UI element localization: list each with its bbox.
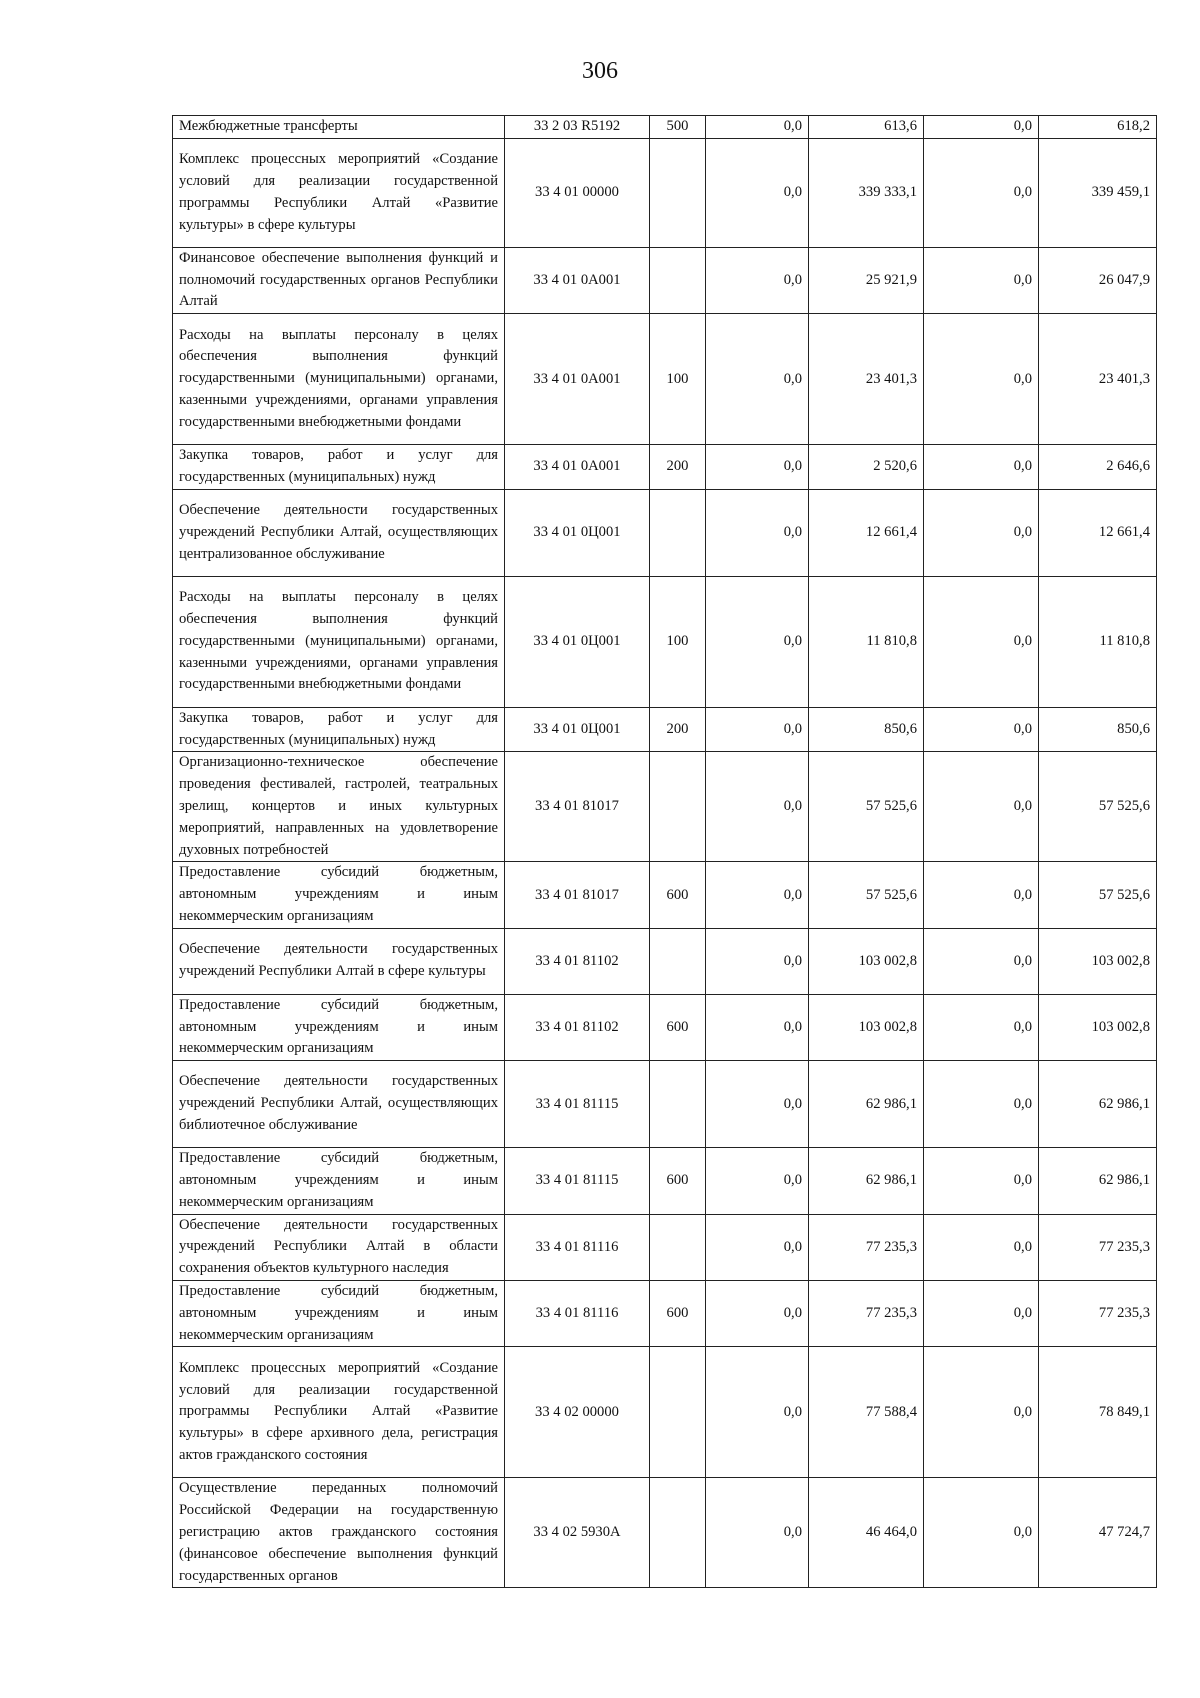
row-name-cell: Межбюджетные трансферты bbox=[173, 116, 505, 139]
row-name-cell: Расходы на выплаты персоналу в целях обеспечения выполнения функций государственными (муниципальными) органами, казенными учреждениями, органами управления государственными внебюджетными фондами bbox=[173, 576, 505, 707]
row-amount-1-cell: 0,0 bbox=[706, 1347, 809, 1478]
table-row bbox=[173, 1280, 1157, 1346]
row-code-cell: 33 4 01 0А001 bbox=[505, 445, 650, 490]
row-expense-type-cell bbox=[650, 1214, 706, 1280]
row-expense-type-cell bbox=[650, 138, 706, 247]
row-amount-4-cell: 57 525,6 bbox=[1039, 752, 1157, 862]
table-row bbox=[173, 752, 1157, 862]
row-amount-3-cell: 0,0 bbox=[924, 445, 1039, 490]
row-amount-2-cell: 2 520,6 bbox=[809, 445, 924, 490]
row-amount-3-cell: 0,0 bbox=[924, 707, 1039, 752]
row-expense-type-cell: 600 bbox=[650, 862, 706, 928]
row-amount-2-cell: 77 588,4 bbox=[809, 1347, 924, 1478]
row-expense-type-cell bbox=[650, 489, 706, 576]
row-amount-1-cell: 0,0 bbox=[706, 707, 809, 752]
row-name-cell: Финансовое обеспечение выполнения функций и полномочий государственных органов Республики Алтай bbox=[173, 247, 505, 313]
row-amount-3-cell: 0,0 bbox=[924, 1214, 1039, 1280]
row-amount-1-cell: 0,0 bbox=[706, 1214, 809, 1280]
row-expense-type-cell bbox=[650, 1061, 706, 1148]
row-code-cell: 33 4 01 0Ц001 bbox=[505, 576, 650, 707]
row-amount-1-cell: 0,0 bbox=[706, 862, 809, 928]
row-code-cell: 33 4 01 81116 bbox=[505, 1280, 650, 1346]
row-code-cell: 33 4 01 81115 bbox=[505, 1061, 650, 1148]
row-amount-1-cell: 0,0 bbox=[706, 1280, 809, 1346]
row-expense-type-cell: 200 bbox=[650, 445, 706, 490]
row-amount-3-cell: 0,0 bbox=[924, 489, 1039, 576]
row-amount-4-cell: 26 047,9 bbox=[1039, 247, 1157, 313]
budget-table bbox=[172, 115, 1157, 1588]
row-name-cell: Предоставление субсидий бюджетным, автономным учреждениям и иным некоммерческим организациям bbox=[173, 1148, 505, 1214]
row-amount-4-cell: 23 401,3 bbox=[1039, 314, 1157, 445]
row-expense-type-cell: 600 bbox=[650, 1148, 706, 1214]
row-amount-4-cell: 618,2 bbox=[1039, 116, 1157, 139]
row-amount-2-cell: 62 986,1 bbox=[809, 1061, 924, 1148]
row-code-cell: 33 4 01 0Ц001 bbox=[505, 489, 650, 576]
row-amount-2-cell: 57 525,6 bbox=[809, 752, 924, 862]
row-expense-type-cell: 600 bbox=[650, 1280, 706, 1346]
row-amount-3-cell: 0,0 bbox=[924, 314, 1039, 445]
row-amount-2-cell: 62 986,1 bbox=[809, 1148, 924, 1214]
row-amount-2-cell: 339 333,1 bbox=[809, 138, 924, 247]
row-code-cell: 33 4 01 81102 bbox=[505, 928, 650, 994]
row-amount-2-cell: 850,6 bbox=[809, 707, 924, 752]
row-name-cell: Предоставление субсидий бюджетным, автономным учреждениям и иным некоммерческим организациям bbox=[173, 994, 505, 1060]
row-expense-type-cell: 100 bbox=[650, 314, 706, 445]
row-amount-4-cell: 77 235,3 bbox=[1039, 1214, 1157, 1280]
row-amount-1-cell: 0,0 bbox=[706, 994, 809, 1060]
row-name-cell: Обеспечение деятельности государственных учреждений Республики Алтай в сфере культуры bbox=[173, 928, 505, 994]
row-name-cell: Обеспечение деятельности государственных учреждений Республики Алтай, осуществляющих централизованное обслуживание bbox=[173, 489, 505, 576]
row-amount-2-cell: 23 401,3 bbox=[809, 314, 924, 445]
table-row bbox=[173, 707, 1157, 752]
row-code-cell: 33 4 01 0Ц001 bbox=[505, 707, 650, 752]
row-amount-1-cell: 0,0 bbox=[706, 445, 809, 490]
row-amount-3-cell: 0,0 bbox=[924, 576, 1039, 707]
row-amount-3-cell: 0,0 bbox=[924, 862, 1039, 928]
row-amount-4-cell: 850,6 bbox=[1039, 707, 1157, 752]
table-row bbox=[173, 138, 1157, 247]
row-amount-3-cell: 0,0 bbox=[924, 116, 1039, 139]
row-amount-1-cell: 0,0 bbox=[706, 1478, 809, 1588]
row-amount-2-cell: 77 235,3 bbox=[809, 1214, 924, 1280]
table-row bbox=[173, 247, 1157, 313]
row-amount-2-cell: 25 921,9 bbox=[809, 247, 924, 313]
row-expense-type-cell: 500 bbox=[650, 116, 706, 139]
row-amount-3-cell: 0,0 bbox=[924, 994, 1039, 1060]
row-amount-4-cell: 77 235,3 bbox=[1039, 1280, 1157, 1346]
row-code-cell: 33 4 01 0А001 bbox=[505, 314, 650, 445]
row-code-cell: 33 4 01 81115 bbox=[505, 1148, 650, 1214]
row-name-cell: Расходы на выплаты персоналу в целях обеспечения выполнения функций государственными (муниципальными) органами, казенными учреждениями, органами управления государственными внебюджетными фондами bbox=[173, 314, 505, 445]
row-expense-type-cell: 100 bbox=[650, 576, 706, 707]
table-row bbox=[173, 1148, 1157, 1214]
row-amount-3-cell: 0,0 bbox=[924, 1280, 1039, 1346]
row-expense-type-cell bbox=[650, 1478, 706, 1588]
table-row bbox=[173, 1061, 1157, 1148]
row-amount-2-cell: 11 810,8 bbox=[809, 576, 924, 707]
table-row bbox=[173, 994, 1157, 1060]
row-amount-1-cell: 0,0 bbox=[706, 576, 809, 707]
row-code-cell: 33 2 03 R5192 bbox=[505, 116, 650, 139]
row-amount-4-cell: 2 646,6 bbox=[1039, 445, 1157, 490]
row-amount-1-cell: 0,0 bbox=[706, 1148, 809, 1214]
row-expense-type-cell bbox=[650, 928, 706, 994]
table-row bbox=[173, 489, 1157, 576]
row-amount-3-cell: 0,0 bbox=[924, 1148, 1039, 1214]
row-amount-2-cell: 103 002,8 bbox=[809, 928, 924, 994]
row-amount-4-cell: 12 661,4 bbox=[1039, 489, 1157, 576]
row-amount-3-cell: 0,0 bbox=[924, 1478, 1039, 1588]
row-amount-1-cell: 0,0 bbox=[706, 1061, 809, 1148]
row-amount-1-cell: 0,0 bbox=[706, 489, 809, 576]
row-code-cell: 33 4 01 81017 bbox=[505, 752, 650, 862]
row-name-cell: Организационно-техническое обеспечение проведения фестивалей, гастролей, театральных зрелищ, концертов и иных культурных мероприятий, направленных на удовлетворение духовных потребностей bbox=[173, 752, 505, 862]
row-amount-4-cell: 62 986,1 bbox=[1039, 1148, 1157, 1214]
row-amount-4-cell: 103 002,8 bbox=[1039, 994, 1157, 1060]
row-amount-3-cell: 0,0 bbox=[924, 247, 1039, 313]
row-code-cell: 33 4 01 81102 bbox=[505, 994, 650, 1060]
row-name-cell: Предоставление субсидий бюджетным, автономным учреждениям и иным некоммерческим организациям bbox=[173, 1280, 505, 1346]
table-row bbox=[173, 314, 1157, 445]
row-name-cell: Обеспечение деятельности государственных учреждений Республики Алтай, осуществляющих библиотечное обслуживание bbox=[173, 1061, 505, 1148]
row-expense-type-cell: 200 bbox=[650, 707, 706, 752]
row-expense-type-cell: 600 bbox=[650, 994, 706, 1060]
row-name-cell: Закупка товаров, работ и услуг для государственных (муниципальных) нужд bbox=[173, 707, 505, 752]
row-name-cell: Комплекс процессных мероприятий «Создание условий для реализации государственной программы Республики Алтай «Развитие культуры» в сфере культуры bbox=[173, 138, 505, 247]
table-row bbox=[173, 445, 1157, 490]
row-name-cell: Закупка товаров, работ и услуг для государственных (муниципальных) нужд bbox=[173, 445, 505, 490]
row-amount-1-cell: 0,0 bbox=[706, 138, 809, 247]
row-name-cell: Комплекс процессных мероприятий «Создание условий для реализации государственной программы Республики Алтай «Развитие культуры» в сфере архивного дела, регистрация актов гражданского состояния bbox=[173, 1347, 505, 1478]
row-amount-2-cell: 46 464,0 bbox=[809, 1478, 924, 1588]
row-amount-4-cell: 47 724,7 bbox=[1039, 1478, 1157, 1588]
row-amount-4-cell: 339 459,1 bbox=[1039, 138, 1157, 247]
page-number: 306 bbox=[582, 58, 618, 84]
row-code-cell: 33 4 02 00000 bbox=[505, 1347, 650, 1478]
row-amount-2-cell: 12 661,4 bbox=[809, 489, 924, 576]
row-code-cell: 33 4 01 81017 bbox=[505, 862, 650, 928]
row-amount-4-cell: 11 810,8 bbox=[1039, 576, 1157, 707]
row-amount-2-cell: 77 235,3 bbox=[809, 1280, 924, 1346]
row-amount-4-cell: 62 986,1 bbox=[1039, 1061, 1157, 1148]
row-expense-type-cell bbox=[650, 1347, 706, 1478]
row-amount-3-cell: 0,0 bbox=[924, 928, 1039, 994]
row-amount-1-cell: 0,0 bbox=[706, 116, 809, 139]
row-amount-1-cell: 0,0 bbox=[706, 314, 809, 445]
row-amount-3-cell: 0,0 bbox=[924, 1061, 1039, 1148]
row-amount-2-cell: 613,6 bbox=[809, 116, 924, 139]
row-amount-4-cell: 103 002,8 bbox=[1039, 928, 1157, 994]
table-row bbox=[173, 1347, 1157, 1478]
row-amount-4-cell: 78 849,1 bbox=[1039, 1347, 1157, 1478]
row-name-cell: Предоставление субсидий бюджетным, автономным учреждениям и иным некоммерческим организациям bbox=[173, 862, 505, 928]
row-amount-3-cell: 0,0 bbox=[924, 1347, 1039, 1478]
row-code-cell: 33 4 01 00000 bbox=[505, 138, 650, 247]
row-amount-1-cell: 0,0 bbox=[706, 247, 809, 313]
table-row bbox=[173, 576, 1157, 707]
row-code-cell: 33 4 01 81116 bbox=[505, 1214, 650, 1280]
row-name-cell: Осуществление переданных полномочий Российской Федерации на государственную регистрацию актов гражданского состояния (финансовое обеспечение выполнения функций государственных органов bbox=[173, 1478, 505, 1588]
row-expense-type-cell bbox=[650, 752, 706, 862]
row-name-cell: Обеспечение деятельности государственных учреждений Республики Алтай в области сохранения объектов культурного наследия bbox=[173, 1214, 505, 1280]
row-amount-2-cell: 57 525,6 bbox=[809, 862, 924, 928]
table-row bbox=[173, 928, 1157, 994]
row-amount-4-cell: 57 525,6 bbox=[1039, 862, 1157, 928]
row-code-cell: 33 4 01 0А001 bbox=[505, 247, 650, 313]
table-row bbox=[173, 116, 1157, 139]
row-amount-1-cell: 0,0 bbox=[706, 752, 809, 862]
table-row bbox=[173, 1478, 1157, 1588]
table-row bbox=[173, 1214, 1157, 1280]
row-amount-1-cell: 0,0 bbox=[706, 928, 809, 994]
row-expense-type-cell bbox=[650, 247, 706, 313]
row-amount-2-cell: 103 002,8 bbox=[809, 994, 924, 1060]
row-amount-3-cell: 0,0 bbox=[924, 138, 1039, 247]
row-code-cell: 33 4 02 5930А bbox=[505, 1478, 650, 1588]
table-row bbox=[173, 862, 1157, 928]
table-body bbox=[173, 116, 1157, 1588]
row-amount-3-cell: 0,0 bbox=[924, 752, 1039, 862]
